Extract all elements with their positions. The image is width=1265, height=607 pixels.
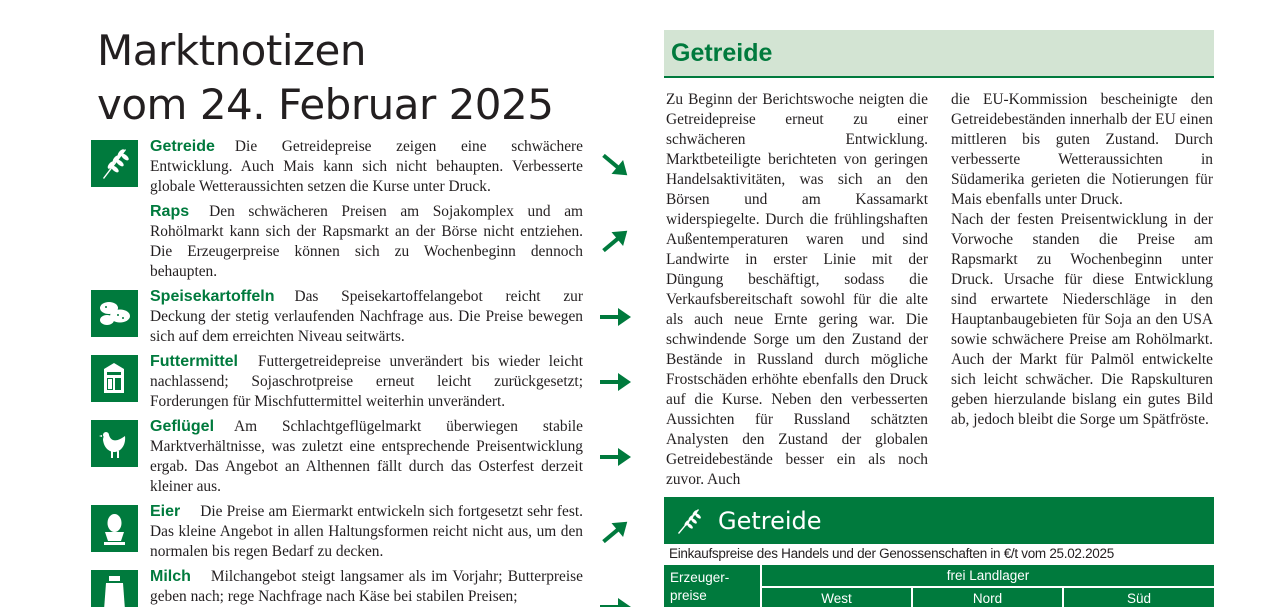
section-header [664,30,1214,78]
entry-heading: Speisekartoffeln [150,288,275,305]
table-header [664,497,1214,544]
page-title-line1: Marktnotizen [97,26,366,75]
entry-heading: Futtermittel [150,353,238,370]
trend-flat-arrow-icon [598,369,632,395]
trend-down-arrow-icon [598,152,632,178]
wheat-icon [91,140,138,187]
entry-milch [150,567,583,607]
trend-flat-arrow-icon [598,594,632,607]
article-paragraph: die EU-Kommission bescheinigte den Getreidebeständen innerhalb der EU einen mittleren bis guten Zustand. Durch verbesserte Wetteraussichten in Südamerika gerieten die Notierungen für Mais ebenfalls unter Druck. [951,91,1213,208]
entry-text: Milchangebot steigt langsamer als im Vorjahr; Butterpreise geben nach; rege Nachfrage nach Käse bei stabilen Preisen; [150,568,583,605]
milk-can-icon [91,570,138,607]
price-table [664,565,1214,607]
table-row-label: Erzeuger- preise [664,565,760,607]
trend-flat-arrow-icon [598,444,632,470]
feed-silo-icon [91,355,138,402]
page-title [97,24,553,132]
article-column-2 [951,90,1213,430]
table-column-header: Nord [913,588,1062,607]
entry-text: Das Speisekartoffelangebot reicht zur Deckung der stetig verlaufenden Nachfrage aus. Die Preise bewegen sich auf dem erreichten Niveau seitwärts. [150,288,583,345]
entry-text: Die Preise am Eiermarkt entwickeln sich fortgesetzt sehr fest. Das kleine Angebot in allen Haltungsformen reicht nicht aus, um den normalen bis regen Bedarf zu decken. [150,503,583,560]
page-title-line2: vom 24. Februar 2025 [97,80,554,129]
entry-heading: Milch [150,568,191,585]
entry-text: Den schwächeren Preisen am Sojakomplex und am Rohölmarkt kann sich der Rapsmarkt an der Börse nicht entziehen. Die Erzeugerpreise können sich zu Wochenbeginn dennoch behaupten. [150,203,583,280]
section-title: Getreide [671,39,773,67]
wheat-icon [674,505,704,535]
entry-futtermittel [150,352,583,412]
trend-up-arrow-icon [598,519,632,545]
entry-gefluegel [150,417,583,497]
entry-heading: Getreide [150,138,215,155]
trend-flat-arrow-icon [598,304,632,330]
table-subtitle: Einkaufspreise des Handels und der Genossenschaften in €/t vom 25.02.2025 [669,546,1114,561]
entry-heading: Geflügel [150,418,215,435]
entry-speisekartoffeln [150,287,583,347]
entry-getreide [150,137,583,197]
entry-heading: Raps [150,203,190,220]
article-paragraph: Zu Beginn der Berichtswoche neigten die Getreidepreise erneut zu einer schwächeren Entwicklung. Marktbeteiligte berichteten von geringen Handelsaktivitäten, was sich an den Börsen und am Kassamarkt widerspiegelte. Durch die frühlingshaften Außentemperaturen waren und sind Landwirte in erster Linie mit der Düngung beschäftigt, sodass die Verkaufsbereitschaft sowohl für die alte als auch neue Ernte gering war. Die schwindende Sorge um den Zustand der Bestände in Russland durch mögliche Frostschäden erhöhte ebenfalls den Druck auf die Kurse. Neben den verbesserten Aussichten für Russland schätzten Analysten den Zustand der globalen Getreidebestände besser ein als noch zuvor. Auch [666,91,928,488]
entry-raps [150,202,583,282]
table-column-header: West [762,588,911,607]
entry-text: Am Schlachtgeflügelmarkt überwiegen stabile Marktverhältnisse, was zuletzt eine entsprechende Preisentwicklung ergab. Das Angebot an Althennen fällt durch das Osterfest derzeit kleiner aus. [150,418,583,495]
article-column-1 [666,90,928,490]
table-title: Getreide [718,507,822,535]
entry-heading: Eier [150,503,181,520]
table-column-header: Süd [1064,588,1214,607]
entry-eier [150,502,583,562]
trend-up-arrow-icon [598,228,632,254]
potato-icon [91,290,138,337]
egg-icon [91,505,138,552]
entry-text: Futtergetreidepreise unverändert bis wieder leicht nachlassend; Sojaschrotpreise erneut leicht zurückgesetzt; Forderungen für Mischfuttermittel weiterhin unverändert. [150,353,583,410]
chicken-icon [91,420,138,467]
article-paragraph: Nach der festen Preisentwicklung in der Vorwoche standen die Preise am Rapsmarkt zu Wochenbeginn unter Druck. Ursache für diese Entwicklung sind erwartete Niederschläge in den Hauptanbaugebieten für Soja an den USA sowie schwächere Preise am Rohölmarkt. Auch der Markt für Palmöl entwickelte sich leicht schwächer. Die Rapskulturen geben hierzulande bislang ein gutes Bild ab, jedoch bleibt die Sorge um Spätfröste. [951,211,1213,428]
table-group-header: frei Landlager [762,565,1214,586]
entry-text: Die Getreidepreise zeigen eine schwächere Entwicklung. Auch Mais kann sich nicht behaupten. Verbesserte globale Wetteraussichten setzen die Kurse unter Druck. [150,138,583,195]
